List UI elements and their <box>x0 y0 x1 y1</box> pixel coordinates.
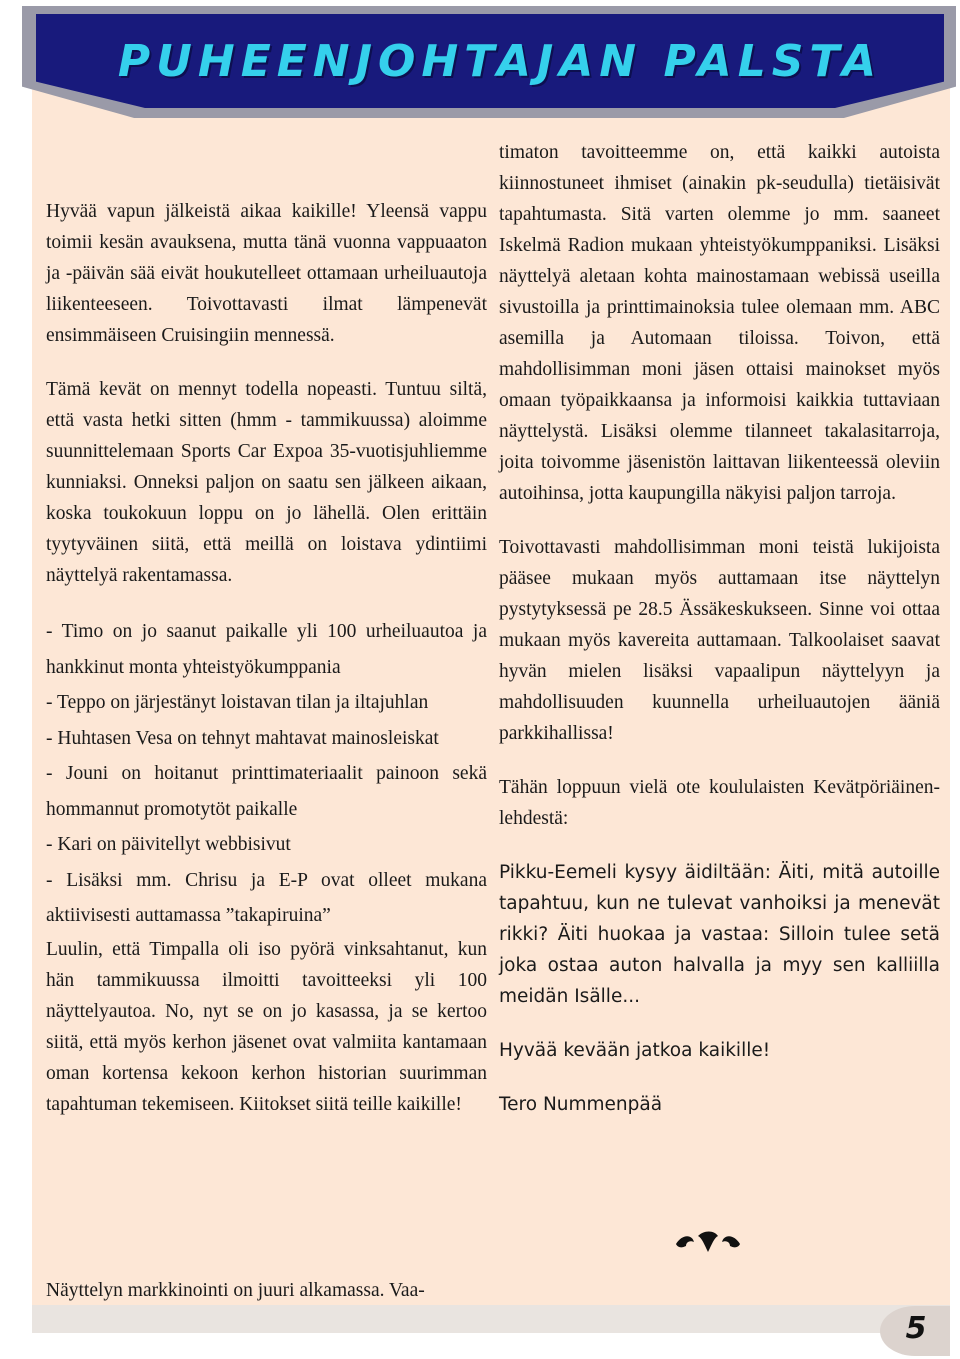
paragraph-marketing: timaton tavoitteemme on, että kaikki autoista kiinnostuneet ihmiset (ainakin pk-seudulla) tietäisivät tapahtumasta. Sitä varten olemme jo mm. saaneet Iskelmä Radion mukaan yhteistyökumppaniksi. Lisäksi näyttelyä aletaan kohta mainostamaan webissä useilla sivustoilla ja printtimainoksia tulee olemaan mm. ABC asemilla ja Automaan tiloissa. Toivon, että mahdollisimman moni jäsen ottaisi mainokset myös omaan työpaikkaansa ja informoisi kaikkia tuttaviaan näyttelystä. Lisäksi olemme tilanneet takalasitarroja, joita toivomme jäsenistön laittavan liikenteessä oleviin autoihinsa, jotta kaupungilla näkyisi paljon tarroja. <box>499 142 940 504</box>
signature: Tero Nummenpää <box>499 1094 663 1115</box>
fleuron-icon <box>672 1228 744 1260</box>
left-column <box>46 196 487 1143</box>
paragraph-joke: Pikku-Eemeli kysyy äidiltään: Äiti, mitä autoille tapahtuu, kun ne tulevat vanhoiksi ja menevät rikki? Äiti huokaa ja vastaa: Silloin tulee setä joka ostaa auton halvalla ja myy sen kalliilla meidän Isälle... <box>499 862 940 1007</box>
list-item: - Teppo on järjestänyt loistavan tilan ja iltajuhlan <box>46 692 429 713</box>
paragraph-spring: Tämä kevät on mennyt todella nopeasti. Tuntuu siltä, että vasta hetki sitten (hmm - tammikuussa) aloimme suunnittelemaan Sports Car Expoa 35-vuotisjuhliemme kunniaksi. Onneksi paljon on saatu sen jälkeen aikaan, koska toukokuun loppu on jo lähellä. Olen erittäin tyytyväinen siitä, että meillä on loistava ydintiimi näyttelyä rakentamassa. <box>46 379 487 586</box>
list-item: - Huhtasen Vesa on tehnyt mahtavat mainosleiskat <box>46 727 439 749</box>
page-number: 5 <box>905 1311 927 1346</box>
footer-bar <box>32 1305 950 1333</box>
list-item: - Timo on jo saanut paikalle yli 100 urheiluautoa ja hankkinut monta yhteistyökumppania <box>46 621 487 678</box>
list-item: - Lisäksi mm. Chrisu ja E-P ovat olleet mukana aktiivisesti auttamassa ”takapiruina” <box>46 869 487 926</box>
closing-greeting: Hyvää kevään jatkoa kaikille! <box>499 1040 771 1061</box>
right-column <box>499 137 940 1143</box>
paragraph-quote-intro: Tähän loppuun vielä ote koululaisten Kevätpöriäinen-lehdestä: <box>499 777 940 829</box>
paragraph-marketing-start: Näyttelyn markkinointi on juuri alkamassa. Vaa- <box>46 1280 425 1301</box>
paragraph-volunteers: Toivottavasti mahdollisimman moni teistä lukijoista pääsee mukaan myös auttamaan itse näyttelyn pystytyksessä pe 28.5 Ässäkeskukseen. Sinne voi ottaa mukaan myös kavereita auttamaan. Talkoolaiset saavat hyvän mielen lisäksi vapaalipun näyttelyyn ja mahdollisuuden kuunnella urheiluautojen ääniä parkkihallissa! <box>499 537 940 744</box>
team-list <box>46 614 487 934</box>
paragraph-goal: Luulin, että Timpalla oli iso pyörä vinksahtanut, kun hän tammikuussa ilmoitti tavoitteeksi yli 100 näyttelyautoa. No, nyt se on jo kasassa, ja se kertoo siitä, että myös kerhon jäsenet ovat valmiita kantamaan oman kortensa kekoon kerhon historian suurimman tapahtuman tekemiseen. Kiitokset siitä teille kaikille! <box>46 938 487 1115</box>
paragraph-intro: Hyvää vapun jälkeistä aikaa kaikille! Yleensä vappu toimii kesän avauksena, mutta tänä vuonna vappuaaton ja -päivän sää eivät houkutelleet ottamaan urheiluautoja liikenteeseen. Toivottavasti ilmat lämpenevät ensimmäiseen Cruisingiin mennessä. <box>46 201 487 346</box>
list-item: - Jouni on hoitanut printtimateriaalit painoon sekä hommannut promotytöt paikalle <box>46 763 487 820</box>
list-item: - Kari on päivitellyt webbisivut <box>46 834 291 855</box>
page-title: PUHEENJOHTAJAN PALSTA <box>117 36 883 87</box>
